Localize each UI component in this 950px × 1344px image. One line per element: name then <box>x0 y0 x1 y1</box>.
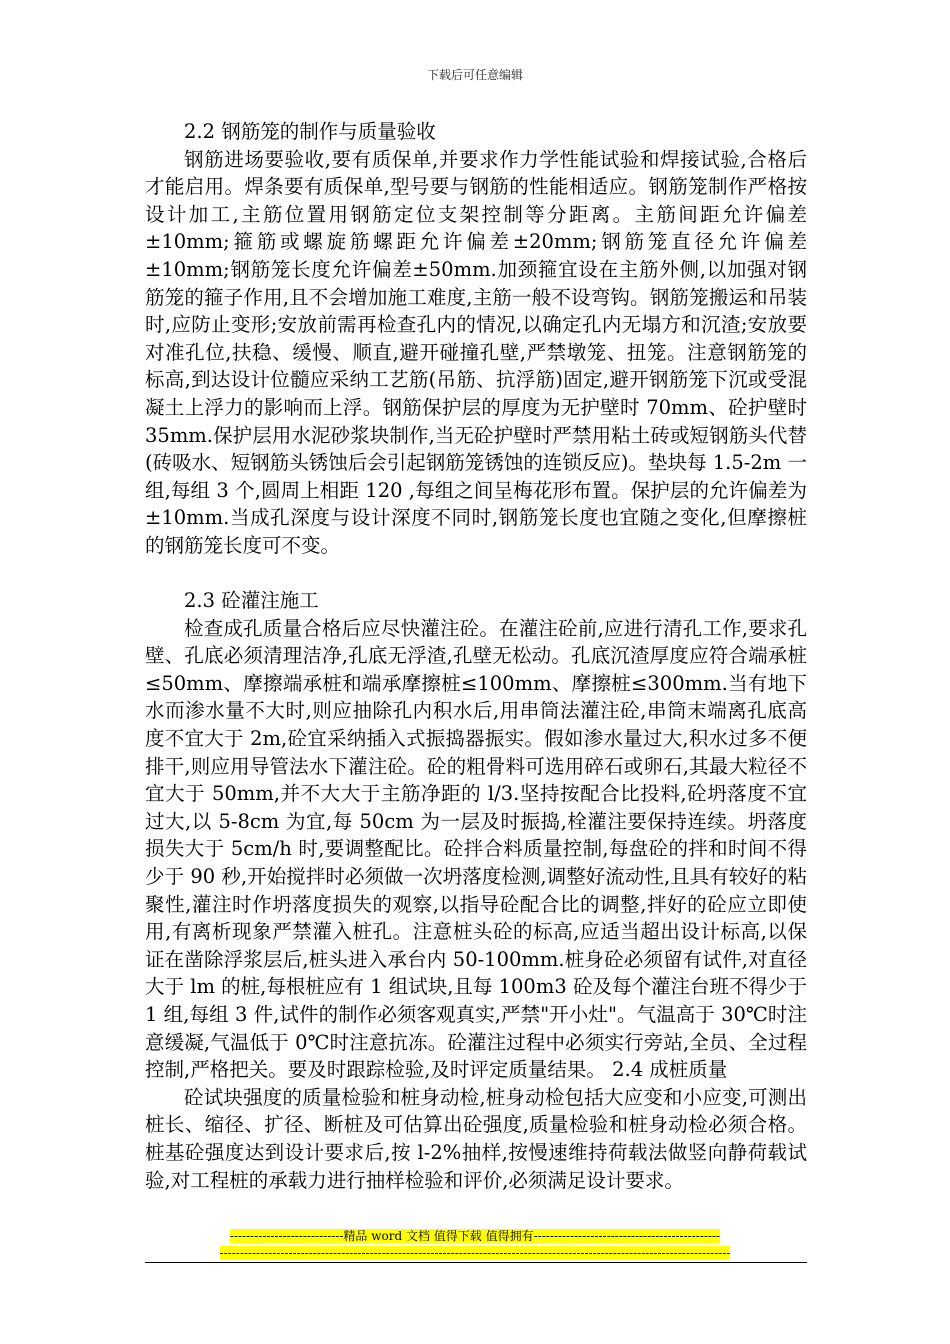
footer-banner <box>0 1228 950 1244</box>
body-paragraph: 钢筋进场要验收,要有质保单,并要求作力学性能试验和焊接试验,合格后才能启用。焊条要有质保单,型号要与钢筋的性能相适应。钢筋笼制作严格按设计加工,主筋位置用钢筋定位支架控制等分距离。主筋间距允许偏差±10mm;箍筋或螺旋筋螺距允许偏差±20mm;钢筋笼直径允许偏差±10mm;钢筋笼长度允许偏差±50mm.加颈箍宜设在主筋外侧,以加强对钢筋笼的箍子作用,且不会增加施工难度,主筋一般不设弯钩。钢筋笼搬运和吊装时,应防止变形;安放前需再检查孔内的情况,以确定孔内无塌方和沉渣;安放要对准孔位,扶稳、缓慢、顺直,避开碰撞孔壁,严禁墩笼、扭笼。注意钢筋笼的标高,到达设计位髓应采纳工艺筋(吊筋、抗浮筋)固定,避开钢筋笼下沉或受混凝土上浮力的影响而上浮。钢筋保护层的厚度为无护壁时 70mm、砼护壁时 35mm.保护层用水泥砂浆块制作,当无砼护壁时严禁用粘土砖或短钢筋头代替(砖吸水、短钢筋头锈蚀后会引起钢筋笼锈蚀的连锁反应)。垫块每 1.5-2m 一组,每组 3 个,圆周上相距 120 ,每组之间呈梅花形布置。保护层的允许偏差为±10mm.当成孔深度与设计深度不同时,钢筋笼长度也宜随之变化,但摩擦桩的钢筋笼长度可不变。 <box>145 147 807 557</box>
footer-dashes <box>0 1245 950 1261</box>
section-heading: 2.2 钢筋笼的制作与质量验收 <box>184 120 436 143</box>
header-note: 下载后可任意编辑 <box>426 68 523 82</box>
body-paragraph: 检查成孔质量合格后应尽快灌注砼。在灌注砼前,应进行清孔工作,要求孔壁、孔底必须清理洁净,孔底无浮渣,孔壁无松动。孔底沉渣厚度应符合端承桩≤50mm、摩擦端承桩和端承摩擦桩≤100mm、摩擦桩≤300mm.当有地下水而渗水量不大时,则应抽除孔内积水后,用串筒法灌注砼,串筒末端离孔底高度不宜大于 2m,砼宜采纳插入式振捣器振实。假如渗水量过大,积水过多不便排干,则应用导管法水下灌注砼。砼的粗骨料可选用碎石或卵石,其最大粒径不宜大于 50mm,并不大大于主筋净距的 l/3.坚持按配合比投料,砼坍落度不宜过大,以 5-8cm 为宜,每 50cm 为一层及时振捣,栓灌注要保持连续。坍落度损失大于 5cm/h 时,要调整配比。砼拌合料质量控制,每盘砼的拌和时间不得少于 90 秒,开始搅拌时必须做一次坍落度检测,调整好流动性,且具有较好的粘聚性,灌注时作坍落度损失的观察,以指导砼配合比的调整,拌好的砼应立即使用,有离析现象严禁灌入桩孔。注意桩头砼的标高,应适当超出设计标高,以保证在凿除浮浆层后,桩头进入承台内 50-100mm.桩身砼必须留有试件,对直径大于 lm 的桩,每根桩应有 1 组试块,且每 100m3 砼及每个灌注台班不得少于 1 组,每组 3 件,试件的制作必须客观真实,严禁"开小灶"。气温高于 30℃时注意缓凝,气温低于 0℃时注意抗冻。砼灌注过程中必须实行旁站,全员、全过程控制,严格把关。要及时跟踪检验,及时评定质量结果。 2.4 成桩质量 <box>145 616 807 1082</box>
document-body <box>145 118 807 1194</box>
footer-dashes-text: ------------------------------------------------------------------------------------------------------------------------------ <box>219 1246 731 1260</box>
paragraph-gap <box>145 560 807 588</box>
body-paragraph: 砼试块强度的质量检验和桩身动检,桩身动检包括大应变和小应变,可测出桩长、缩径、扩径、断桩及可估算出砼强度,质量检验和桩身动检必须合格。桩基砼强度达到设计要求后,按 l-2%抽样,按慢速维持荷载法做竖向静荷载试验,对工程桩的承载力进行抽样检验和评价,必须满足设计要求。 <box>145 1085 807 1192</box>
footer-banner-text: ----------------------------精品 word 文档 值得下载 值得拥有---------------------------------------------- <box>229 1229 721 1243</box>
section-heading: 2.3 砼灌注施工 <box>184 589 319 613</box>
footer-rule <box>145 1262 807 1263</box>
